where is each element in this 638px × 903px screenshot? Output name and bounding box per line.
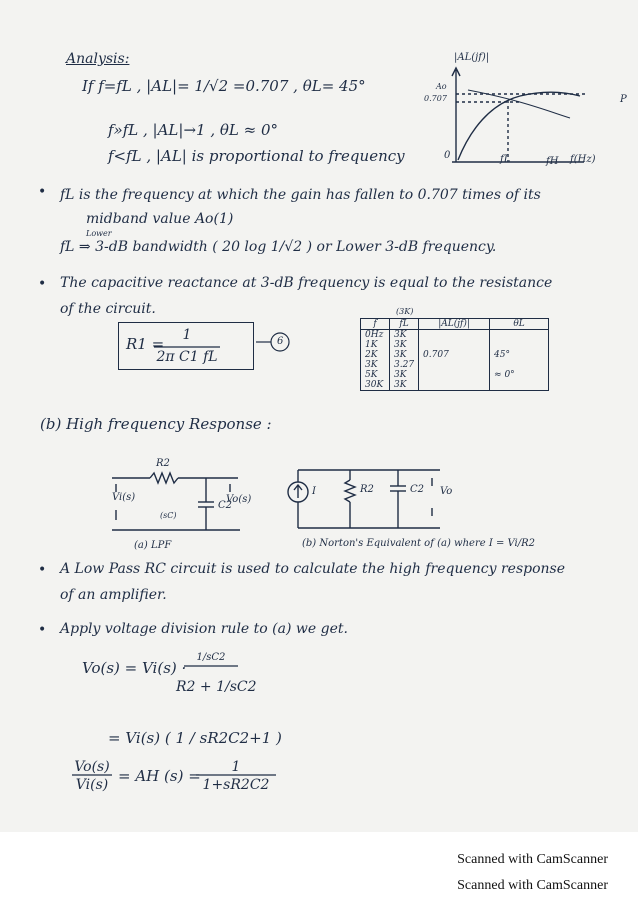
analysis-line-2: f»fL , |AL|→1 , θL ≈ 0° bbox=[108, 121, 279, 139]
circuit-b-cap-label: C2 bbox=[410, 484, 425, 495]
bullet-3: • bbox=[38, 562, 47, 578]
analysis-line-1: If f=fL , |AL|= 1/√2 =0.707 , θL= 45° bbox=[82, 77, 366, 95]
circuit-a-output-label: Vo(s) bbox=[226, 494, 252, 505]
table-cell-gain-blank bbox=[419, 380, 490, 391]
table-cell-gain-blank bbox=[419, 340, 490, 350]
table-cell-theta2: ≈ 0° bbox=[490, 370, 549, 380]
circuit-a-resistor-label: R2 bbox=[156, 458, 170, 469]
table-cell-theta-blank bbox=[490, 330, 549, 341]
equation-2: = Vi(s) ( 1 / sR2C2+1 ) bbox=[108, 729, 282, 747]
table-header-fl: fL bbox=[390, 319, 419, 330]
bullet2-line1: The capacitive reactance at 3-dB frequency is equal to the resistance bbox=[60, 275, 553, 291]
graph-ylabel: |AL(jf)| bbox=[454, 52, 490, 63]
bullet-2: • bbox=[38, 276, 47, 292]
table-header-f: f bbox=[361, 319, 390, 330]
formula-6-tag: 6 bbox=[277, 336, 284, 347]
table-cell-theta-blank bbox=[490, 380, 549, 391]
bullet3-line1: A Low Pass RC circuit is used to calculate the high frequency response bbox=[60, 561, 566, 577]
circuit-a-cap-label: C2 bbox=[218, 500, 233, 511]
scanner-watermark-2: Scanned with CamScanner bbox=[457, 878, 608, 893]
equation-1-num: 1/sC2 bbox=[196, 652, 226, 663]
table-cell-f: 0Hz bbox=[361, 330, 390, 341]
equation-1-lhs: Vo(s) = Vi(s) · bbox=[82, 659, 187, 677]
table-cell-f: 5K bbox=[361, 370, 390, 380]
formula-6-den: 2π C1 fL bbox=[156, 349, 218, 365]
bullet-1: • bbox=[38, 184, 47, 200]
graph-ref: 0.707 bbox=[424, 94, 447, 103]
bullet1-line1: fL is the frequency at which the gain has fallen to 0.707 times of its bbox=[60, 187, 541, 203]
bullet1-lower: Lower bbox=[86, 229, 112, 238]
table-note: (3K) bbox=[396, 307, 414, 316]
circuit-a-src-label: (sC) bbox=[160, 511, 177, 520]
table-row bbox=[361, 380, 549, 391]
bullet2-line2: of the circuit. bbox=[60, 301, 156, 317]
analysis-line-3: f<fL , |AL| is proportional to frequency bbox=[108, 147, 405, 165]
table-cell-theta-blank bbox=[490, 360, 549, 370]
circuit-b-current-label: I bbox=[312, 486, 316, 497]
table-header-gain: |AL(jf)| bbox=[419, 319, 490, 330]
table-cell-f: 2K bbox=[361, 350, 390, 360]
circuit-a-caption: (a) LPF bbox=[134, 540, 172, 551]
graph-xtick-fl: fL bbox=[500, 154, 511, 165]
graph-amax: Ao bbox=[436, 82, 447, 91]
scanner-watermark-1: Scanned with CamScanner bbox=[457, 852, 608, 867]
bullet1-line2: midband value Ao(1) bbox=[86, 211, 234, 227]
bullet-4: • bbox=[38, 622, 47, 638]
analysis-heading: Analysis: bbox=[66, 51, 130, 67]
table-cell-fl: 3.27 bbox=[390, 360, 419, 370]
table-cell-fl: 3K bbox=[390, 340, 419, 350]
table-cell-f: 1K bbox=[361, 340, 390, 350]
graph-xtick-hz: f(Hz) bbox=[570, 154, 596, 165]
equation-1-den: R2 + 1/sC2 bbox=[176, 679, 257, 695]
table-cell-theta: 45° bbox=[490, 350, 549, 360]
equation-3-den: 1+sR2C2 bbox=[202, 777, 270, 793]
circuit-a-input-label: Vi(s) bbox=[112, 492, 136, 503]
formula-6-lhs: R1 = bbox=[126, 335, 165, 353]
section-b-title: (b) High frequency Response : bbox=[40, 415, 272, 433]
formula-6-num: 1 bbox=[182, 327, 192, 343]
table-row bbox=[361, 330, 549, 341]
table-row bbox=[361, 360, 549, 370]
table-cell-gain: 0.707 bbox=[419, 350, 490, 360]
circuit-b-resistor-label: R2 bbox=[360, 484, 374, 495]
page-edge-mark: P bbox=[620, 94, 627, 105]
table-cell-gain-blank bbox=[419, 330, 490, 341]
frequency-table bbox=[360, 318, 549, 391]
table-cell-theta-blank bbox=[490, 340, 549, 350]
table-cell-fl: 3K bbox=[390, 330, 419, 341]
table-row bbox=[361, 370, 549, 380]
graph-origin: 0 bbox=[444, 150, 451, 161]
table-header-row bbox=[361, 319, 549, 330]
table-cell-fl: 3K bbox=[390, 380, 419, 391]
table-cell-gain-blank bbox=[419, 360, 490, 370]
bullet1-line3: fL ⇒ 3-dB bandwidth ( 20 log 1/√2 ) or Lower 3-dB frequency. bbox=[60, 239, 497, 255]
table-row bbox=[361, 340, 549, 350]
equation-3-lhs-den: Vi(s) bbox=[75, 777, 109, 793]
table-cell-fl: 3K bbox=[390, 370, 419, 380]
equation-3-lhs-num: Vo(s) bbox=[74, 759, 110, 775]
circuit-b-output-label: Vo bbox=[440, 486, 453, 497]
bullet3-line2: of an amplifier. bbox=[60, 587, 167, 603]
equation-3-mid: = AH (s) = bbox=[118, 767, 201, 785]
table-row bbox=[361, 350, 549, 360]
bullet4-line1: Apply voltage division rule to (a) we get. bbox=[60, 621, 348, 637]
table-cell-f: 3K bbox=[361, 360, 390, 370]
graph-xtick-fh: fH bbox=[546, 156, 559, 167]
table-cell-gain-blank bbox=[419, 370, 490, 380]
circuit-b-norton bbox=[288, 470, 440, 528]
table-cell-fl: 3K bbox=[390, 350, 419, 360]
table-cell-f: 30K bbox=[361, 380, 390, 391]
circuit-b-caption: (b) Norton's Equivalent of (a) where I = Vi/R2 bbox=[302, 538, 536, 549]
equation-3-num: 1 bbox=[231, 759, 241, 775]
table-header-theta: θL bbox=[490, 319, 549, 330]
